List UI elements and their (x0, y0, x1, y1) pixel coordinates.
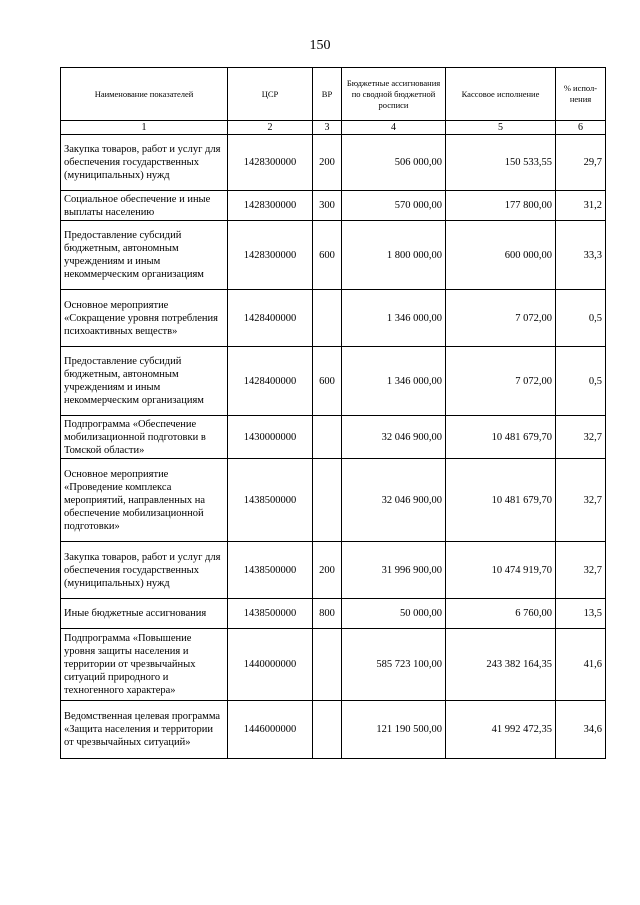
row-vr (313, 290, 342, 347)
row-percent: 31,2 (556, 191, 606, 221)
row-cash: 10 481 679,70 (446, 416, 556, 459)
row-vr (313, 629, 342, 701)
row-percent: 41,6 (556, 629, 606, 701)
table-row (61, 629, 606, 701)
column-number-row (61, 121, 606, 135)
row-name: Основное мероприятие «Проведение комплекса мероприятий, направленных на обеспечение мобилизационной подготовки» (61, 459, 228, 542)
row-budget: 585 723 100,00 (342, 629, 446, 701)
row-csr: 1440000000 (228, 629, 313, 701)
row-percent: 13,5 (556, 599, 606, 629)
header-vr: ВР (313, 68, 342, 121)
table-row (61, 459, 606, 542)
row-csr: 1428300000 (228, 221, 313, 290)
table-header-row (61, 68, 606, 121)
table-row (61, 416, 606, 459)
row-budget: 570 000,00 (342, 191, 446, 221)
row-vr: 200 (313, 542, 342, 599)
row-name: Ведомственная целевая программа «Защита населения и территории от чрезвычайных ситуаций» (61, 701, 228, 759)
row-percent: 33,3 (556, 221, 606, 290)
budget-execution-table (60, 67, 606, 759)
row-csr: 1428400000 (228, 347, 313, 416)
table-row (61, 542, 606, 599)
row-name: Подпрограмма «Обеспечение мобилизационной подготовки в Томской области» (61, 416, 228, 459)
row-name: Закупка товаров, работ и услуг для обеспечения государственных (муниципальных) нужд (61, 135, 228, 191)
row-budget: 31 996 900,00 (342, 542, 446, 599)
row-budget: 32 046 900,00 (342, 459, 446, 542)
row-cash: 7 072,00 (446, 290, 556, 347)
row-csr: 1428400000 (228, 290, 313, 347)
row-cash: 10 474 919,70 (446, 542, 556, 599)
row-percent: 34,6 (556, 701, 606, 759)
row-budget: 1 346 000,00 (342, 347, 446, 416)
row-percent: 32,7 (556, 416, 606, 459)
column-number: 3 (313, 121, 342, 135)
row-vr (313, 416, 342, 459)
row-cash: 600 000,00 (446, 221, 556, 290)
row-vr (313, 701, 342, 759)
column-number: 1 (61, 121, 228, 135)
column-number: 6 (556, 121, 606, 135)
column-number: 5 (446, 121, 556, 135)
row-budget: 32 046 900,00 (342, 416, 446, 459)
row-name: Социальное обеспечение и иные выплаты населению (61, 191, 228, 221)
header-budget-allocations: Бюджетные ассигнования по сводной бюджетной росписи (342, 68, 446, 121)
row-percent: 32,7 (556, 459, 606, 542)
row-cash: 7 072,00 (446, 347, 556, 416)
row-cash: 177 800,00 (446, 191, 556, 221)
row-cash: 6 760,00 (446, 599, 556, 629)
row-cash: 10 481 679,70 (446, 459, 556, 542)
row-csr: 1428300000 (228, 191, 313, 221)
header-execution-percent: % испол-нения (556, 68, 606, 121)
row-name: Иные бюджетные ассигнования (61, 599, 228, 629)
table-row (61, 135, 606, 191)
table-row (61, 221, 606, 290)
row-vr: 200 (313, 135, 342, 191)
row-name: Основное мероприятие «Сокращение уровня потребления психоактивных веществ» (61, 290, 228, 347)
row-name: Закупка товаров, работ и услуг для обеспечения государственных (муниципальных) нужд (61, 542, 228, 599)
row-budget: 1 800 000,00 (342, 221, 446, 290)
row-vr (313, 459, 342, 542)
page-number: 150 (309, 38, 331, 53)
row-name: Предоставление субсидий бюджетным, автономным учреждениям и иным некоммерческим организациям (61, 221, 228, 290)
table-row (61, 191, 606, 221)
table-row (61, 701, 606, 759)
table-row (61, 599, 606, 629)
column-number: 2 (228, 121, 313, 135)
row-name: Подпрограмма «Повышение уровня защиты населения и территории от чрезвычайных ситуаций природного и техногенного характера» (61, 629, 228, 701)
row-csr: 1430000000 (228, 416, 313, 459)
row-cash: 150 533,55 (446, 135, 556, 191)
table-row (61, 347, 606, 416)
table-row (61, 290, 606, 347)
row-vr: 600 (313, 221, 342, 290)
row-csr: 1438500000 (228, 599, 313, 629)
row-budget: 50 000,00 (342, 599, 446, 629)
row-budget: 506 000,00 (342, 135, 446, 191)
header-indicator-name: Наименование показателей (61, 68, 228, 121)
row-budget: 1 346 000,00 (342, 290, 446, 347)
row-budget: 121 190 500,00 (342, 701, 446, 759)
row-cash: 243 382 164,35 (446, 629, 556, 701)
row-name: Предоставление субсидий бюджетным, автономным учреждениям и иным некоммерческим организациям (61, 347, 228, 416)
column-number: 4 (342, 121, 446, 135)
row-vr: 600 (313, 347, 342, 416)
row-percent: 0,5 (556, 290, 606, 347)
row-cash: 41 992 472,35 (446, 701, 556, 759)
row-vr: 300 (313, 191, 342, 221)
row-percent: 29,7 (556, 135, 606, 191)
row-csr: 1438500000 (228, 459, 313, 542)
row-csr: 1428300000 (228, 135, 313, 191)
row-vr: 800 (313, 599, 342, 629)
row-csr: 1446000000 (228, 701, 313, 759)
row-percent: 0,5 (556, 347, 606, 416)
header-csr: ЦСР (228, 68, 313, 121)
row-percent: 32,7 (556, 542, 606, 599)
header-cash-execution: Кассовое исполнение (446, 68, 556, 121)
row-csr: 1438500000 (228, 542, 313, 599)
